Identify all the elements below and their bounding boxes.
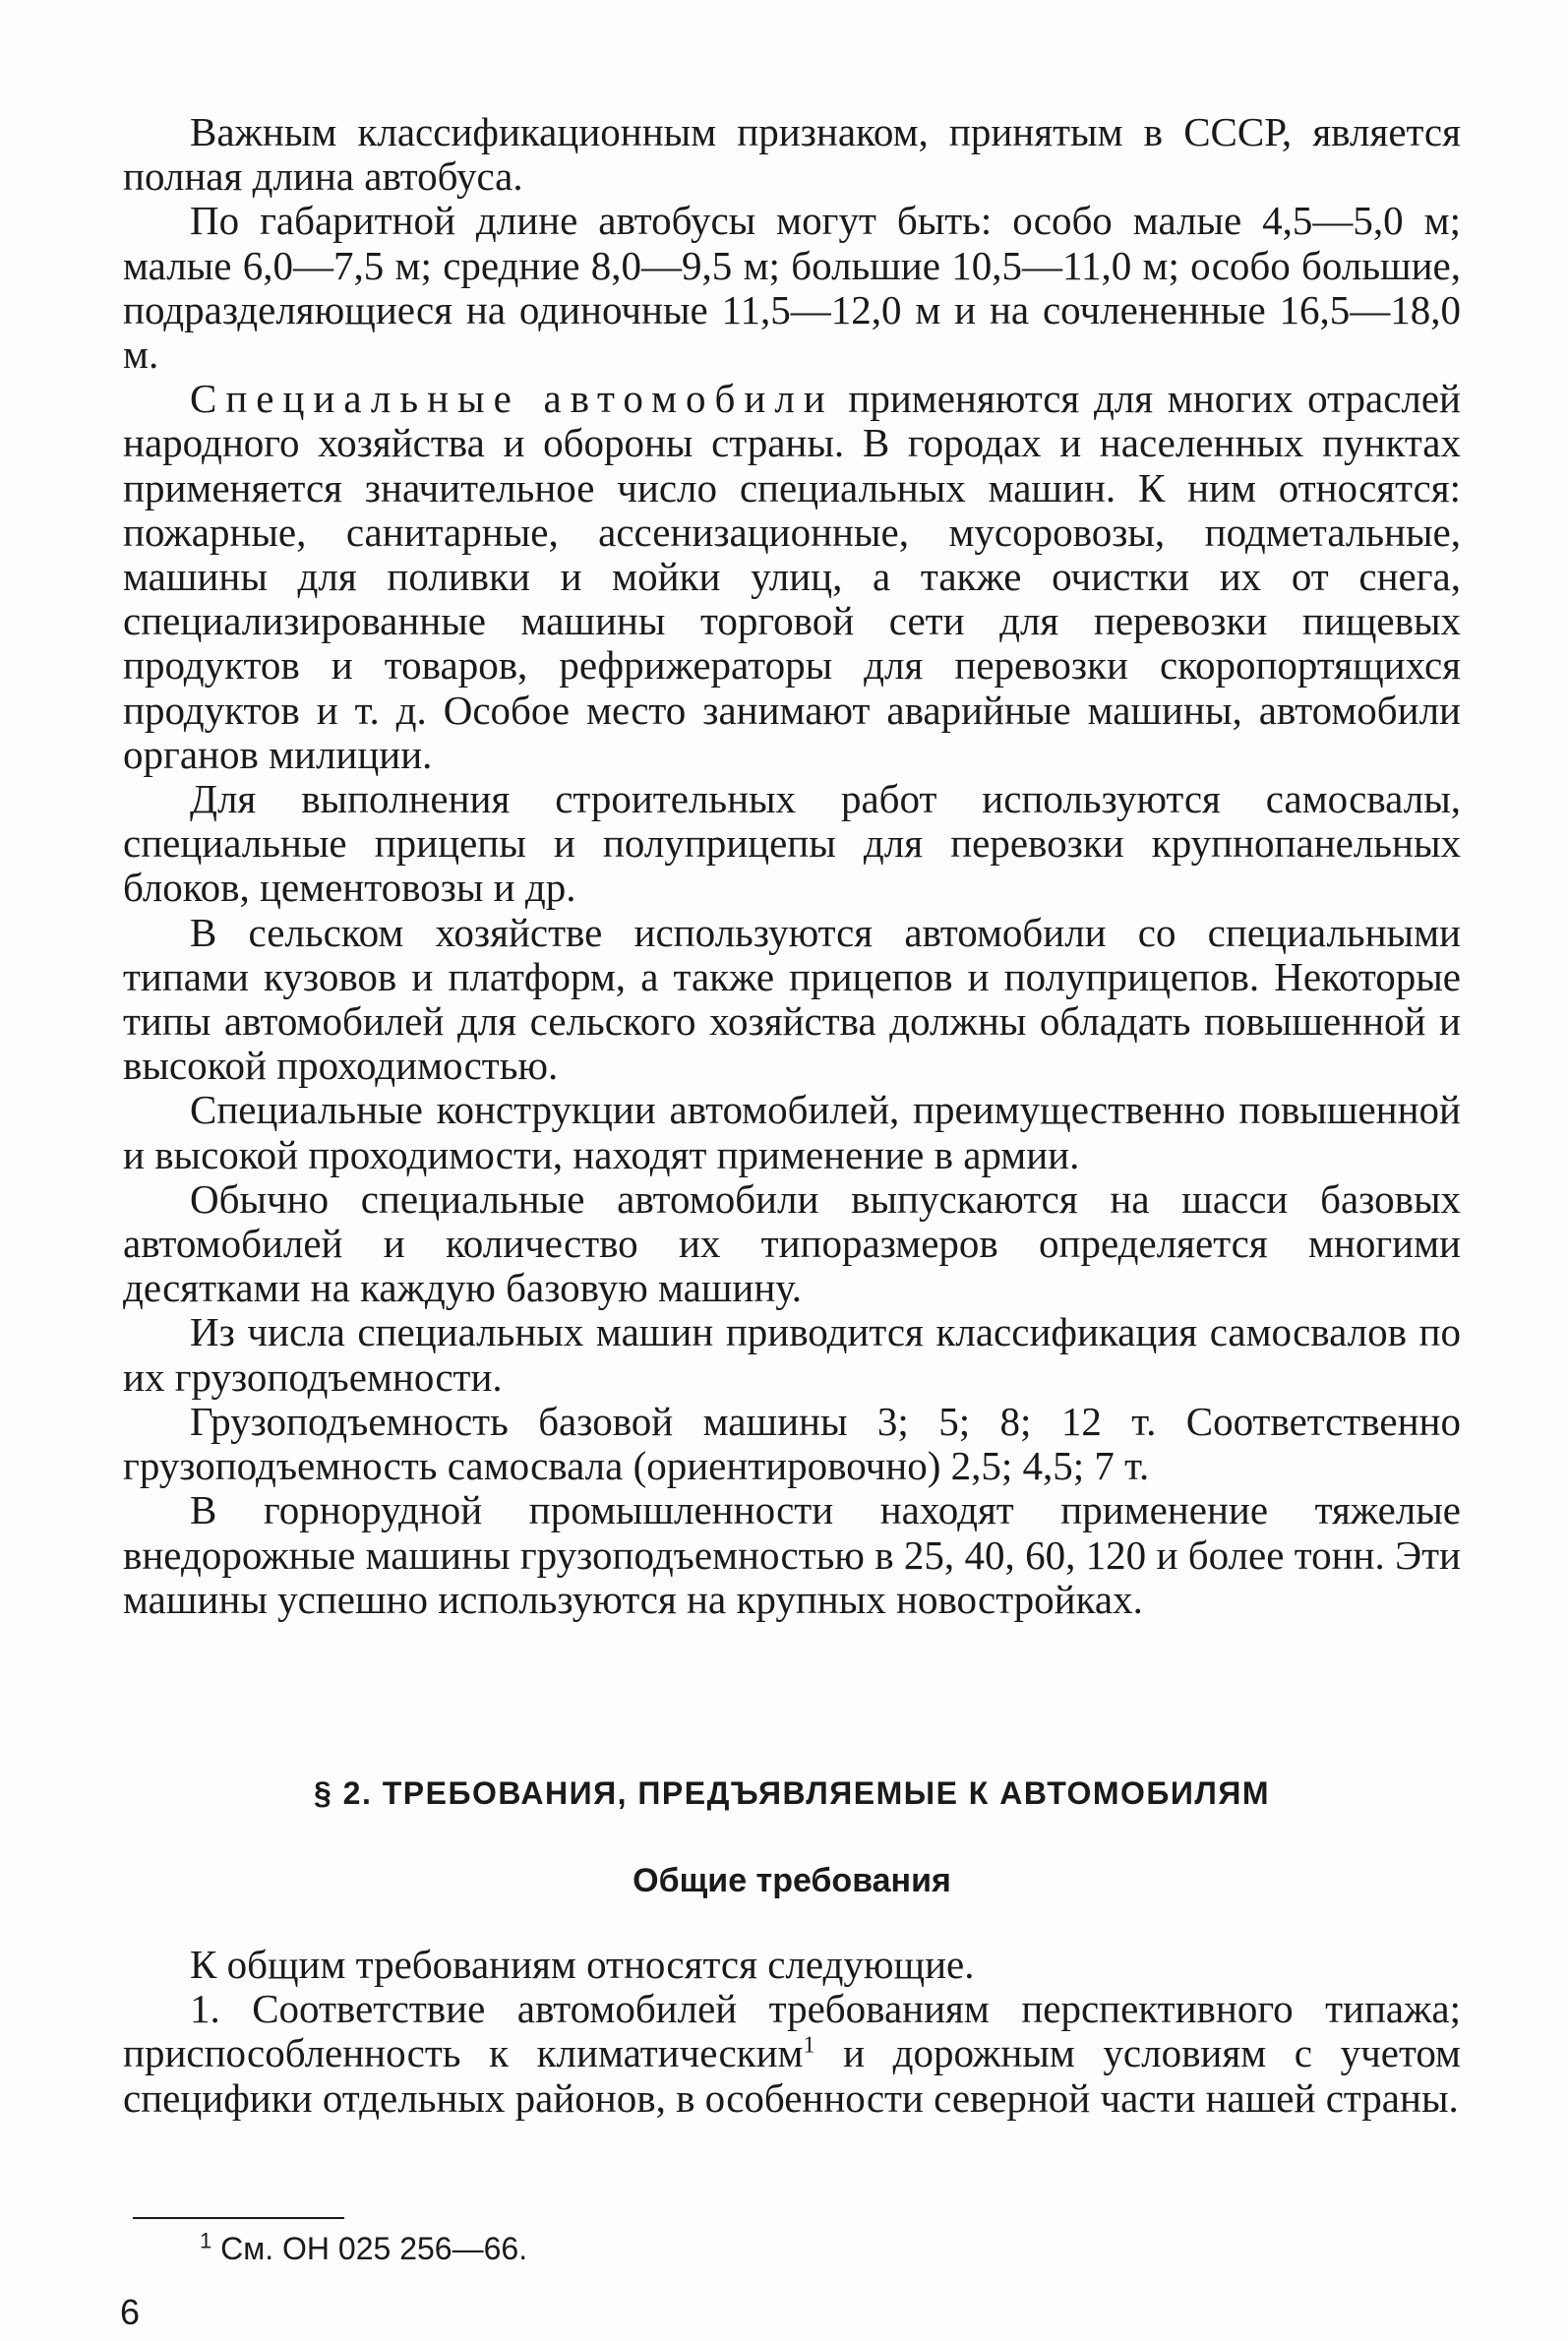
requirement-text: 1. Соответствие автомобилей требованиям перспективного типажа; приспособленность к климатическим xyxy=(123,1986,1461,2076)
paragraph-mining: В горнорудной промышленности находят применение тяжелые внедорожные машины грузоподъемностью в 25, 40, 60, 120 и более тонн. Эти машины успешно используются на крупных новостройках. xyxy=(123,1487,1461,1622)
section-title: § 2. ТРЕБОВАНИЯ, ПРЕДЪЯВЛЯЕМЫЕ К АВТОМОБИЛЯМ xyxy=(313,1775,1271,1811)
paragraph-bus-lengths: По габаритной длине автобусы могут быть: особо малые 4,5—5,0 м; малые 6,0—7,5 м; средние 8,0—9,5 м; большие 10,5—11,0 м; особо большие, подразделяющиеся на одиночные 11,5—12,0 м и на сочлененные 16,5—18,0 м. xyxy=(123,198,1461,378)
paragraph-dump-trucks: Из числа специальных машин приводится классификация самосвалов по их грузоподъемности. xyxy=(123,1309,1461,1400)
footnote xyxy=(200,2228,528,2267)
paragraph-bus-classification: Важным классификационным признаком, принятым в СССР, является полная длина автобуса. xyxy=(123,109,1461,200)
footnote-divider xyxy=(133,2217,344,2219)
subsection-title: Общие требования xyxy=(633,1862,951,1899)
paragraph-payload: Грузоподъемность базовой машины 3; 5; 8; 12 т. Соответственно грузоподъемность самосвала (ориентировочно) 2,5; 4,5; 7 т. xyxy=(123,1398,1461,1489)
paragraph-agriculture: В сельском хозяйстве используются автомобили со специальными типами кузовов и платформ, а также прицепов и полуприцепов. Некоторые типы автомобилей для сельского хозяйства должны обладать повышенной и высокой проходимостью. xyxy=(123,909,1461,1089)
paragraph-army: Специальные конструкции автомобилей, преимущественно повышенной и высокой проходимости, находят применение в армии. xyxy=(123,1087,1461,1177)
page-number: 6 xyxy=(120,2292,141,2332)
spaced-term: Специальные автомобили xyxy=(190,376,834,422)
requirements-intro: К общим требованиям относятся следующие. xyxy=(190,1942,975,1987)
paragraph-chassis: Обычно специальные автомобили выпускаются на шасси базовых автомобилей и количество их типоразмеров определяется многими десятками на каждую базовую машину. xyxy=(123,1175,1461,1311)
paragraph-special-vehicles xyxy=(123,377,1461,777)
requirement-item-1 xyxy=(123,1987,1461,2121)
paragraph-text: применяются для многих отраслей народного хозяйства и обороны страны. В городах и населенных пунктах применяется значительное число специальных машин. К ним относятся: пожарные, санитарные, ассенизационные, мусоровозы, подметальные, машины для поливки и мойки улиц, а также очистки их от снега, специализированные машины торговой сети для перевозки пищевых продуктов и товаров, рефрижераторы для перевозки скоропортящихся продуктов и т. д. Особое место занимают аварийные машины, автомобили органов милиции. xyxy=(123,376,1461,777)
footnote-text: См. ОН 025 256—66. xyxy=(211,2231,528,2266)
requirement-text-continued: и дорожным условиям с учетом специфики отдельных районов, в особенности северной части нашей страны. xyxy=(123,2030,1461,2121)
footnote-reference[interactable]: 1 xyxy=(803,2032,815,2059)
footnote-marker: 1 xyxy=(200,2228,212,2253)
requirements-text xyxy=(123,1943,1461,2121)
paragraph-construction: Для выполнения строительных работ используются самосвалы, специальные прицепы и полуприцепы для перевозки крупнопанельных блоков, цементовозы и др. xyxy=(123,776,1461,911)
body-text xyxy=(123,110,1461,1622)
